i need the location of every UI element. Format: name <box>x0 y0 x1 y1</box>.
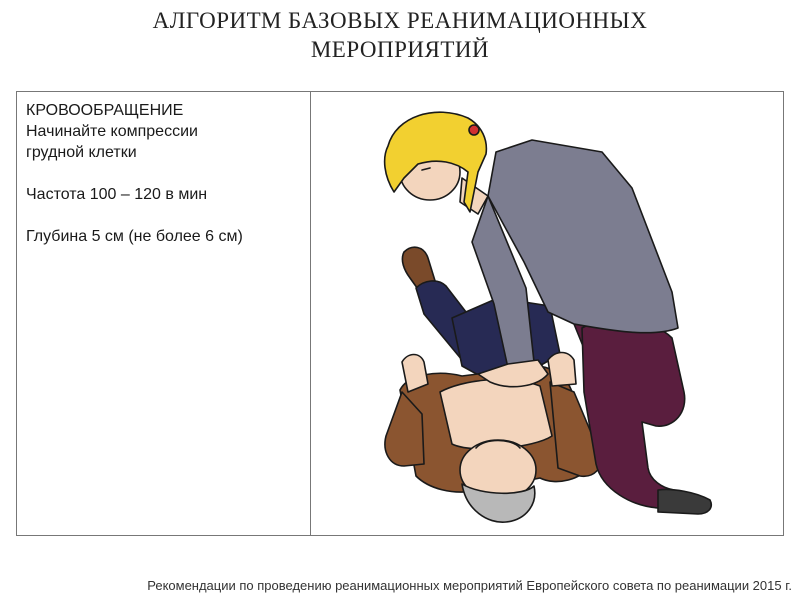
page-title <box>60 6 740 64</box>
compression-depth: Глубина 5 см (не более 6 см) <box>26 228 243 245</box>
section-heading: КРОВООБРАЩЕНИЕ <box>26 102 184 119</box>
content-table <box>16 91 784 536</box>
column-divider <box>310 92 311 535</box>
compression-rate: Частота 100 – 120 в мин <box>26 186 208 203</box>
title-line-1: АЛГОРИТМ БАЗОВЫХ РЕАНИМАЦИОННЫХ <box>152 8 648 33</box>
cpr-illustration <box>312 92 783 534</box>
title-line-2: МЕРОПРИЯТИЙ <box>310 37 490 62</box>
instructions-cell <box>26 100 306 247</box>
instruction-line-1: Начинайте компрессии <box>26 123 198 140</box>
source-note: Рекомендации по проведению реанимационных мероприятий Европейского совета по реанимации 2015 г. <box>147 578 792 593</box>
instruction-line-2: грудной клетки <box>26 144 137 161</box>
